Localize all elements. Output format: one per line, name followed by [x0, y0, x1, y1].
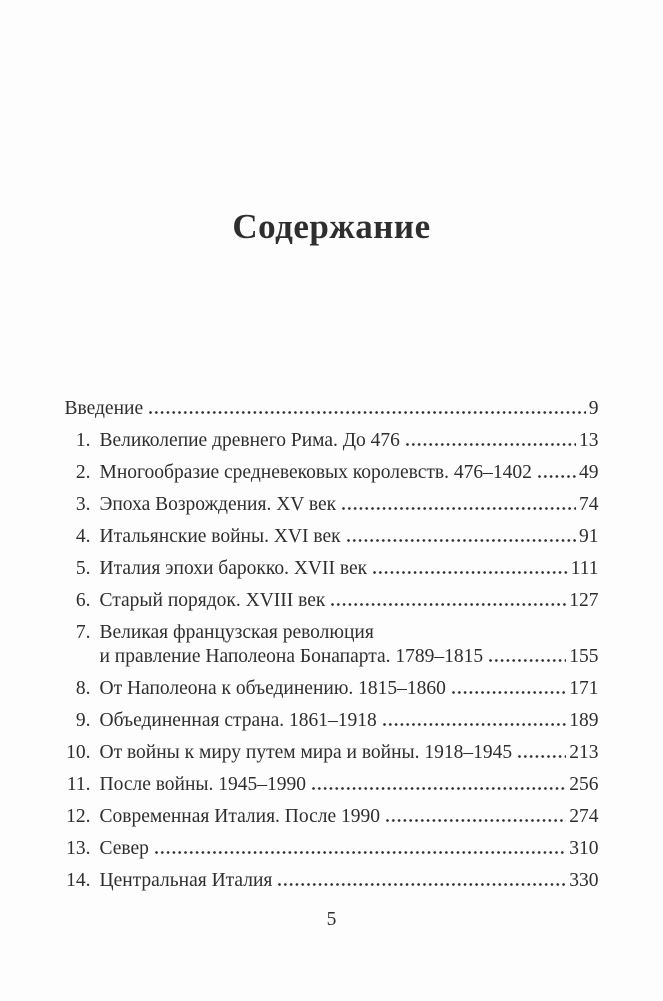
toc-entry-number: 3.	[75, 494, 91, 515]
toc-page-number: 310	[569, 838, 599, 859]
toc-entry-body	[100, 557, 599, 581]
toc-entry-title: От войны к миру путем мира и войны. 1918–1945	[99, 742, 513, 763]
toc-entry	[65, 589, 599, 613]
dot-leader	[331, 603, 566, 606]
dot-leader	[538, 475, 576, 478]
dot-leader	[406, 443, 576, 446]
toc-entry-body	[100, 525, 599, 549]
toc-page-number: 274	[569, 806, 599, 827]
toc-page-number: 91	[579, 526, 599, 547]
toc-page-number: 155	[569, 646, 599, 667]
toc-entry	[65, 429, 599, 453]
toc-entry-line	[100, 557, 599, 581]
toc-entry	[65, 869, 599, 893]
toc-entry-number: 9.	[75, 710, 91, 731]
toc-entry-line	[100, 645, 599, 669]
toc-page-number: 13	[579, 430, 599, 451]
toc-entry	[65, 837, 599, 861]
dot-leader	[312, 787, 566, 790]
dot-leader	[452, 691, 566, 694]
toc-entry	[65, 805, 599, 829]
toc-entry-number: 7.	[75, 622, 91, 643]
toc-entry-line	[100, 773, 599, 797]
toc-entry-title: Многообразие средневековых королевств. 476–1402	[99, 462, 532, 483]
toc-entry-body	[100, 429, 599, 453]
toc-entry-line	[100, 677, 599, 701]
toc-entry-title: Старый порядок. XVIII век	[99, 590, 326, 611]
toc-entry-line	[100, 621, 599, 645]
dot-leader	[278, 883, 566, 886]
toc-entry	[65, 557, 599, 581]
toc-entry-number: 10.	[66, 742, 91, 763]
toc-entry-line	[100, 429, 599, 453]
toc-entry-title: От Наполеона к объединению. 1815–1860	[99, 678, 446, 699]
toc-entry	[65, 525, 599, 549]
toc-entry-line	[100, 869, 599, 893]
toc-entry-title: Италия эпохи барокко. XVII век	[99, 558, 368, 579]
toc-entry	[65, 741, 599, 765]
dot-leader	[342, 507, 576, 510]
toc-entry-body	[100, 621, 599, 669]
dot-leader	[518, 755, 566, 758]
toc-entry-line	[65, 397, 599, 421]
toc-page-number: 189	[569, 710, 599, 731]
toc-entry-line	[100, 589, 599, 613]
dot-leader	[383, 723, 567, 726]
toc-entry-title: Великолепие древнего Рима. До 476	[99, 430, 400, 451]
toc-entry	[65, 397, 599, 421]
toc-entry-title: Современная Италия. После 1990	[99, 806, 381, 827]
toc-entry-title: Введение	[64, 398, 144, 419]
toc-entry-line	[100, 805, 599, 829]
dot-leader	[489, 659, 566, 662]
toc-entry	[65, 461, 599, 485]
toc-entry-title: Великая французская революция	[99, 622, 374, 643]
toc-entry-body	[100, 837, 599, 861]
toc-entry-title: После войны. 1945–1990	[99, 774, 307, 795]
toc-entry-number: 5.	[75, 558, 91, 579]
dot-leader	[386, 819, 566, 822]
toc-entry-body	[65, 397, 599, 421]
toc-page-number: 171	[569, 678, 599, 699]
toc-entry-number: 8.	[75, 678, 91, 699]
toc-entry	[65, 677, 599, 701]
toc-entry-number: 6.	[75, 590, 91, 611]
toc-entry-title: Эпоха Возрождения. XV век	[99, 494, 337, 515]
toc-entry-body	[100, 869, 599, 893]
toc-entry-title: и правление Наполеона Бонапарта. 1789–1815	[99, 646, 484, 667]
toc-entry-title: Объединенная страна. 1861–1918	[99, 710, 377, 731]
toc-entry-line	[100, 837, 599, 861]
toc-entry-body	[100, 709, 599, 733]
toc-entry	[65, 773, 599, 797]
toc-entry-body	[100, 741, 599, 765]
toc-entry-title: Итальянские войны. XVI век	[99, 526, 341, 547]
toc-entry-body	[100, 677, 599, 701]
toc-page-number: 49	[579, 462, 599, 483]
toc-entry-line	[100, 461, 599, 485]
toc-entry-number: 12.	[66, 806, 91, 827]
toc-page-number: 111	[570, 558, 599, 579]
toc-entry-body	[100, 589, 599, 613]
toc-entry-number: 1.	[75, 430, 91, 451]
toc-entry-number: 14.	[66, 870, 91, 891]
dot-leader	[149, 411, 586, 414]
dot-leader	[373, 571, 568, 574]
page-title: Содержание	[232, 207, 431, 246]
toc-entry-line	[100, 709, 599, 733]
toc-entry-body	[100, 773, 599, 797]
toc-entry	[65, 493, 599, 517]
toc-page-number: 127	[569, 590, 599, 611]
toc-entry-line	[100, 741, 599, 765]
toc-entry-line	[100, 525, 599, 549]
toc-page-number: 74	[579, 494, 599, 515]
toc-entry-body	[100, 493, 599, 517]
toc-entry-number: 11.	[66, 774, 91, 795]
toc-page-number: 9	[588, 398, 599, 419]
toc-list	[65, 397, 599, 893]
toc-page-number: 213	[569, 742, 599, 763]
footer-page-number: 5	[326, 909, 337, 930]
toc-entry-body	[100, 461, 599, 485]
toc-entry-number: 2.	[75, 462, 91, 483]
toc-entry-body	[100, 805, 599, 829]
toc-entry-number: 13.	[66, 838, 91, 859]
toc-entry	[65, 621, 599, 669]
dot-leader	[155, 851, 566, 854]
toc-page-number: 330	[569, 870, 599, 891]
toc-entry	[65, 709, 599, 733]
dot-leader	[347, 539, 576, 542]
toc-entry-title: Север	[99, 838, 149, 859]
toc-entry-line	[100, 493, 599, 517]
toc-page-number: 256	[569, 774, 599, 795]
toc-entry-title: Центральная Италия	[99, 870, 273, 891]
toc-entry-number: 4.	[75, 526, 91, 547]
